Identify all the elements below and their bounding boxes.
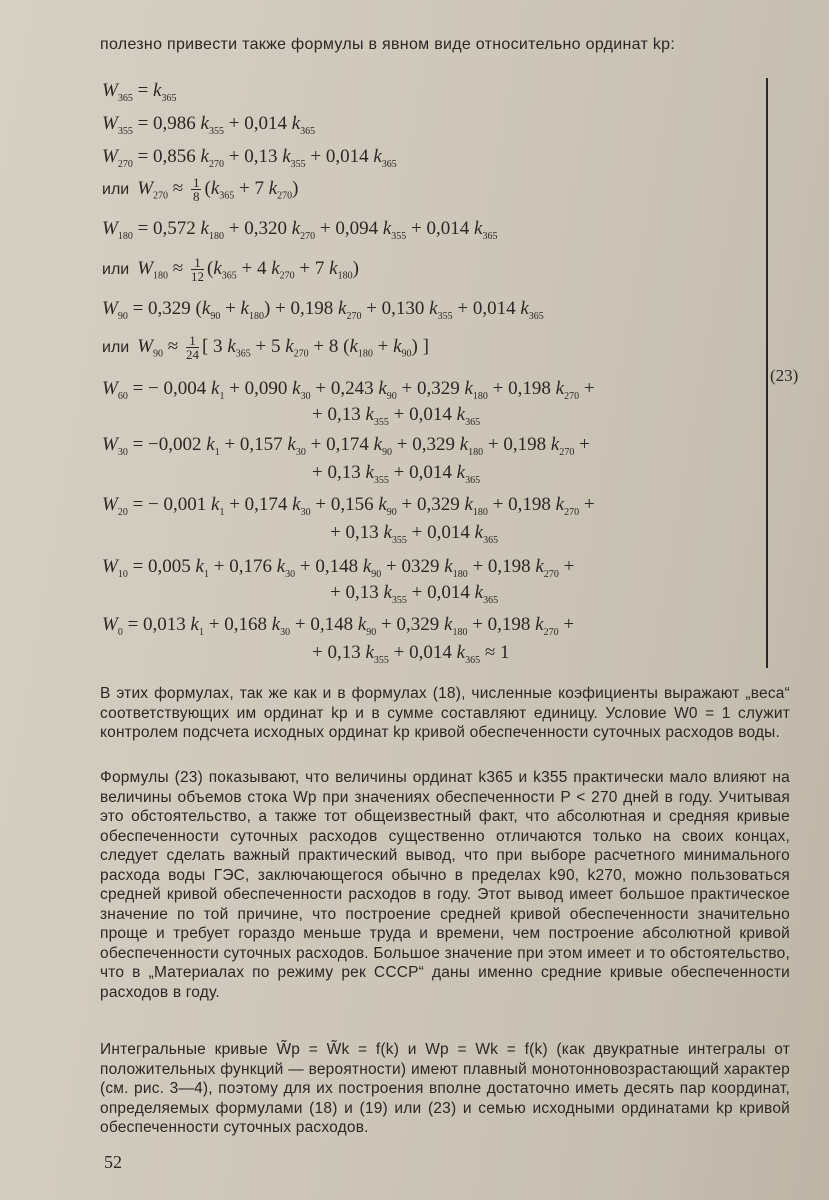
equation-w20: $W_{20}$ = − 0,001 $k_1 + 0,174$ $k_{30} + 0,156$ $k_{90} + 0,329$ $k_{180} + 0,198$ $k_{270}$ + bbox=[102, 494, 595, 518]
equation-w60: $W_{60}$ = − 0,004 $k_1 + 0,090$ $k_{30} + 0,243$ $k_{90} + 0,329$ $k_{180} + 0,198$ $k_{270}$ + bbox=[102, 378, 595, 402]
equation-w10-cont: + 0,13 $k_{355} + 0,014$ $k_{365}$ bbox=[330, 582, 499, 606]
equation-w90-approx: или $W_{90}$ ≈ $\frac{1}{24}$ [ 3 $k_{365} + 5$ $k_{270} + 8$ $(k_{180} + k_{90})$ ] bbox=[102, 333, 429, 362]
equation-w20-cont: + 0,13 $k_{355} + 0,014$ $k_{365}$ bbox=[330, 522, 499, 546]
intro-line: полезно привести также формулы в явном виде относительно ординат kp: bbox=[100, 36, 676, 53]
equation-brace bbox=[766, 78, 768, 668]
equation-w365: $W_{365} = k_{365}$ bbox=[102, 80, 177, 104]
equation-w0: $W_0 = 0,013$ $k_1 + 0,168$ $k_{30} + 0,148$ $k_{90} + 0,329$ $k_{180} + 0,198$ $k_{270}$ + bbox=[102, 614, 575, 638]
equation-w0-cont: + 0,13 $k_{355} + 0,014$ $k_{365} \approx 1$ bbox=[312, 642, 510, 666]
equation-w270-approx: или $W_{270}$ ≈ $\frac{1}{8}$ ($k_{365} + 7$ $k_{270}$) bbox=[102, 175, 299, 204]
equation-w180-approx: или $W_{180}$ ≈ $\frac{1}{12}$ ($k_{365} + 4$ $k_{270} + 7$ $k_{180}$) bbox=[102, 255, 359, 284]
equation-w180: $W_{180} = 0,572$ $k_{180} + 0,320$ $k_{270} + 0,094$ $k_{355} + 0,014$ $k_{365}$ bbox=[102, 218, 498, 242]
paragraph-2: Формулы (23) показывают, что величины ординат k365 и k355 практически мало влияют на величины объемов стока Wp при значениях обеспеченности P < 270 дней в году. Учитывая это обстоятельство, а также тот общеизвестный факт, что абсолютная и средняя кривые обеспеченности суточных расходов существенно отличаются только на своих концах, следует сделать важный практический вывод, что при выборе расчетного минимального расхода воды ГЭС, заключающегося обычно в пределах k90, k270, можно пользоваться средней кривой обеспеченности расходов в году. Этот вывод имеет большое практическое значение по той причине, что построение средней кривой обеспеченности значительно проще и требует гораздо меньше труда и времени, чем построение абсолютной кривой обеспеченности суточных расходов. Большое значение при этом имеет и то обстоятельство, что в „Материалах по режиму рек СССР“ даны именно средние кривые обеспеченности расходов в году. bbox=[100, 769, 790, 1001]
equation-w90: $W_{90} = 0,329$ $(k_{90} + k_{180}) + 0,198$ $k_{270} + 0,130$ $k_{355} + 0,014$ $k_{365}$ bbox=[102, 298, 544, 322]
equation-w270: $W_{270} = 0,856$ $k_{270} + 0,13$ $k_{355} + 0,014$ $k_{365}$ bbox=[102, 146, 397, 170]
equation-w30: $W_{30} = -0,002$ $k_1 + 0,157$ $k_{30} + 0,174$ $k_{90} + 0,329$ $k_{180} + 0,198$ $k_{270}$ + bbox=[102, 434, 590, 458]
equation-w10: $W_{10} = 0,005$ $k_1 + 0,176$ $k_{30} + 0,148$ $k_{90} + 0329$ $k_{180} + 0,198$ $k_{270}$ + bbox=[102, 556, 575, 580]
equation-number: (23) bbox=[770, 366, 799, 385]
equation-w355: $W_{355} = 0,986$ $k_{355} + 0,014$ $k_{365}$ bbox=[102, 113, 316, 137]
page-number: 52 bbox=[104, 1152, 122, 1172]
equation-w60-cont: + 0,13 $k_{355} + 0,014$ $k_{365}$ bbox=[312, 404, 481, 428]
paragraph-3: Интегральные кривые W̃p = W̃k = f(k) и Wp = Wk = f(k) (как двукратные интегралы от положительных функций — вероятности) имеют плавный монотонновозрастающий характер (см. рис. 3—4), поэтому для их построения вполне достаточно иметь десять пар координат, определяемых формулами (18) и (19) или (23) и семью исходными ординатами kp кривой обеспеченности суточных расходов. bbox=[100, 1041, 790, 1136]
equation-w30-cont: + 0,13 $k_{355} + 0,014$ $k_{365}$ bbox=[312, 462, 481, 486]
paragraph-1: В этих формулах, так же как и в формулах (18), численные коэфициенты выражают „веса“ соответствующих им ординат kp и в сумме составляют единицу. Условие W0 = 1 служит контролем подсчета исходных ординат kp кривой обеспеченности суточных расходов воды. bbox=[100, 685, 790, 741]
